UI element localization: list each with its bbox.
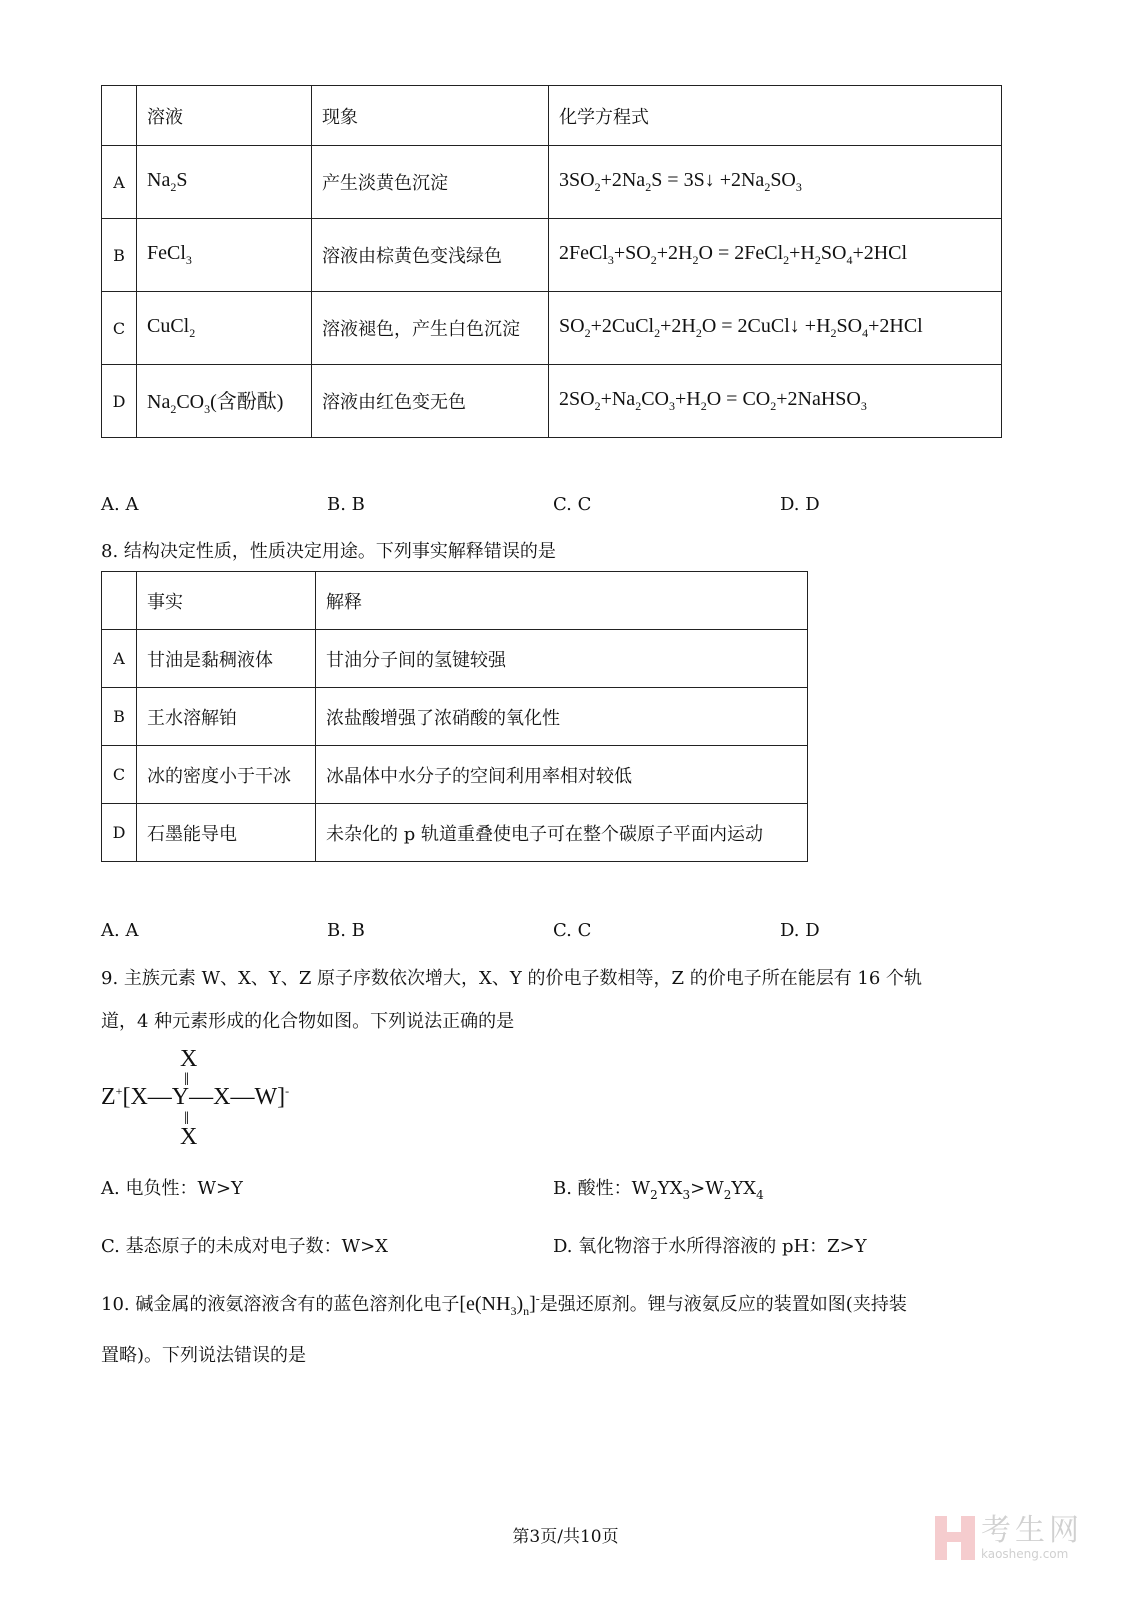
header-cell <box>102 86 137 146</box>
subscript: 3 <box>185 253 192 267</box>
q7-option-c[interactable]: C. C <box>553 494 592 515</box>
structure-double-bond-top: ‖ <box>184 1069 190 1089</box>
formula-text: O = 2FeCl <box>698 242 784 264</box>
subscript: 4 <box>862 326 869 340</box>
row-label: D <box>102 804 137 862</box>
cation-charge: + <box>115 1084 123 1098</box>
solution-cell <box>137 146 312 219</box>
formula-text: +SO <box>613 242 651 264</box>
header-cell <box>102 572 137 630</box>
subscript: 4 <box>756 1188 764 1202</box>
formula-text: +2HCl <box>868 315 923 337</box>
subscript: 2 <box>650 253 657 267</box>
subscript: 2 <box>764 180 771 194</box>
page-footer: 第3页/共10页 <box>512 1527 619 1547</box>
fact-cell: 甘油是黏稠液体 <box>137 630 316 688</box>
formula-text: O = CO <box>706 388 771 410</box>
q8-option-a[interactable]: A. A <box>101 920 139 941</box>
formula-text: ) <box>516 1293 524 1315</box>
formula-text: YX <box>731 1178 757 1199</box>
subscript: 3 <box>204 402 211 416</box>
fact-cell: 石墨能导电 <box>137 804 316 862</box>
subscript: 2 <box>814 253 821 267</box>
q9-option-d[interactable] <box>553 1232 867 1258</box>
formula-text: D. 氧化物溶于水所得溶液的 pH：Z>Y <box>553 1236 867 1257</box>
formula-text: CO <box>176 391 205 413</box>
q10-stem-pre: 10. 碱金属的液氨溶液含有的蓝色溶剂化电子 <box>101 1294 460 1315</box>
table-row <box>102 688 808 746</box>
formula-text: FeCl <box>147 242 186 264</box>
formula-text: +2CuCl <box>590 315 655 337</box>
subscript: 2 <box>594 180 601 194</box>
structure-bottom-atom: X <box>180 1124 198 1150</box>
subscript: 2 <box>645 180 652 194</box>
formula-text: >W <box>690 1178 724 1199</box>
solution-cell <box>137 219 312 292</box>
q8-option-b[interactable]: B. B <box>327 920 365 941</box>
formula-text: +2H <box>656 242 693 264</box>
solution-cell <box>137 365 312 438</box>
table-row <box>102 804 808 862</box>
q7-option-b[interactable]: B. B <box>327 494 365 515</box>
subscript: 2 <box>189 326 196 340</box>
formula-text: +H <box>789 242 815 264</box>
subscript: 2 <box>654 326 661 340</box>
formula-text: 2FeCl <box>559 242 608 264</box>
subscript: 2 <box>723 1188 732 1202</box>
header-cell: 溶液 <box>137 86 312 146</box>
formula-text: ] <box>529 1293 536 1315</box>
table-row <box>102 746 808 804</box>
subscript: 2 <box>700 399 707 413</box>
phenomenon-cell: 溶液由棕黄色变浅绿色 <box>312 219 549 292</box>
subscript: 2 <box>783 253 790 267</box>
anion-chain: [X—Y—X—W] <box>122 1084 286 1110</box>
watermark <box>935 1515 1083 1561</box>
q8-option-c[interactable]: C. C <box>553 920 592 941</box>
subscript: 2 <box>594 399 601 413</box>
q9-option-b[interactable] <box>553 1174 764 1202</box>
solvated-electron-formula <box>459 1291 540 1318</box>
subscript: 3 <box>668 399 675 413</box>
row-label: D <box>102 365 137 438</box>
q7-option-d[interactable]: D. D <box>780 494 820 515</box>
formula-text: SO <box>770 169 796 191</box>
equation-cell <box>549 219 1002 292</box>
subscript: 2 <box>584 326 591 340</box>
table-row <box>102 146 1002 219</box>
structure-top-atom: X <box>180 1046 198 1072</box>
formula-text: (含酚酞) <box>210 391 284 413</box>
structure-cation <box>101 1084 289 1111</box>
formula-text: O = 2CuCl↓ +H <box>701 315 831 337</box>
formula-text: SO <box>836 315 863 337</box>
subscript: 2 <box>695 326 702 340</box>
formula-text: +Na <box>600 388 636 410</box>
formula-text: C. 基态原子的未成对电子数：W>X <box>101 1236 388 1257</box>
q10-stem-line2: 置略)。下列说法错误的是 <box>101 1345 307 1366</box>
subscript: 2 <box>692 253 699 267</box>
formula-text: +2H <box>660 315 696 337</box>
formula-text: S <box>176 169 188 191</box>
subscript: 2 <box>770 399 777 413</box>
phenomenon-cell: 溶液由红色变无色 <box>312 365 549 438</box>
formula-text: +2NaHSO <box>776 388 861 410</box>
table-row <box>102 219 1002 292</box>
formula-text: SO <box>559 315 585 337</box>
q9-stem-line1: 9. 主族元素 W、X、Y、Z 原子序数依次增大，X、Y 的价电子数相等，Z 的价电子所在能层有 16 个轨 <box>101 968 923 989</box>
explanation-cell: 甘油分子间的氢键较强 <box>316 630 808 688</box>
formula-text: Na <box>147 391 171 413</box>
subscript: n <box>523 1304 530 1318</box>
header-cell: 化学方程式 <box>549 86 1002 146</box>
row-label: B <box>102 219 137 292</box>
subscript: 3 <box>607 253 614 267</box>
formula-text: 3SO <box>559 169 595 191</box>
q9-option-a[interactable] <box>101 1174 243 1200</box>
subscript: 2 <box>650 1188 658 1202</box>
q7-table <box>101 85 1002 438</box>
q8-table <box>101 571 808 862</box>
table-header-row <box>102 572 808 630</box>
formula-text: S = 3S↓ +2Na <box>651 169 765 191</box>
q10-stem-post: 是强还原剂。锂与液氨反应的装置如图(夹持装 <box>539 1294 907 1315</box>
row-label: C <box>102 292 137 365</box>
table-header-row <box>102 86 1002 146</box>
table-row <box>102 292 1002 365</box>
formula-text: SO <box>820 242 847 264</box>
table-row <box>102 630 808 688</box>
formula-text: CO <box>641 388 669 410</box>
kaosheng-logo-icon <box>935 1516 975 1560</box>
subscript: 3 <box>860 399 867 413</box>
formula-text: YX <box>657 1178 683 1199</box>
explanation-cell: 未杂化的 p 轨道重叠使电子可在整个碳原子平面内运动 <box>316 804 808 862</box>
q9-stem-line2: 道，4 种元素形成的化合物如图。下列说法正确的是 <box>101 1011 515 1032</box>
subscript: 2 <box>170 180 177 194</box>
subscript: 2 <box>635 399 642 413</box>
subscript: 3 <box>510 1304 517 1318</box>
formula-text: 2SO <box>559 388 595 410</box>
cation-symbol: Z <box>101 1084 116 1110</box>
anion-charge: - <box>285 1084 290 1098</box>
equation-cell <box>549 292 1002 365</box>
phenomenon-cell: 产生淡黄色沉淀 <box>312 146 549 219</box>
formula-text: CuCl <box>147 315 190 337</box>
formula-text: Na <box>147 169 171 191</box>
subscript: 2 <box>170 402 177 416</box>
formula-text: A. 电负性：W>Y <box>101 1178 243 1199</box>
formula-text: +H <box>674 388 701 410</box>
subscript: 2 <box>830 326 837 340</box>
formula-text: +2Na <box>600 169 646 191</box>
explanation-cell: 冰晶体中水分子的空间利用率相对较低 <box>316 746 808 804</box>
row-label: B <box>102 688 137 746</box>
row-label: A <box>102 630 137 688</box>
header-cell: 事实 <box>137 572 316 630</box>
fact-cell: 王水溶解铂 <box>137 688 316 746</box>
q7-option-a[interactable]: A. A <box>101 494 139 515</box>
structure-double-bond-bottom: ‖ <box>184 1108 190 1128</box>
superscript: - <box>535 1291 540 1306</box>
q10-stem-line1 <box>101 1290 907 1319</box>
header-cell: 解释 <box>316 572 808 630</box>
q8-stem: 8. 结构决定性质，性质决定用途。下列事实解释错误的是 <box>101 541 556 562</box>
equation-cell <box>549 146 1002 219</box>
subscript: 3 <box>795 180 802 194</box>
explanation-cell: 浓盐酸增强了浓硝酸的氧化性 <box>316 688 808 746</box>
formula-text: [e(NH <box>459 1293 511 1315</box>
solution-cell <box>137 292 312 365</box>
watermark-name: 考生网 <box>981 1513 1083 1548</box>
watermark-url: kaosheng.com <box>981 1547 1069 1561</box>
formula-text: B. 酸性：W <box>553 1178 651 1199</box>
subscript: 3 <box>682 1188 691 1202</box>
q8-option-d[interactable]: D. D <box>780 920 820 941</box>
q9-option-c[interactable] <box>101 1232 388 1258</box>
formula-text: +2HCl <box>852 242 908 264</box>
phenomenon-cell: 溶液褪色，产生白色沉淀 <box>312 292 549 365</box>
subscript: 4 <box>846 253 853 267</box>
equation-cell <box>549 365 1002 438</box>
row-label: C <box>102 746 137 804</box>
row-label: A <box>102 146 137 219</box>
header-cell: 现象 <box>312 86 549 146</box>
fact-cell: 冰的密度小于干冰 <box>137 746 316 804</box>
table-row <box>102 365 1002 438</box>
